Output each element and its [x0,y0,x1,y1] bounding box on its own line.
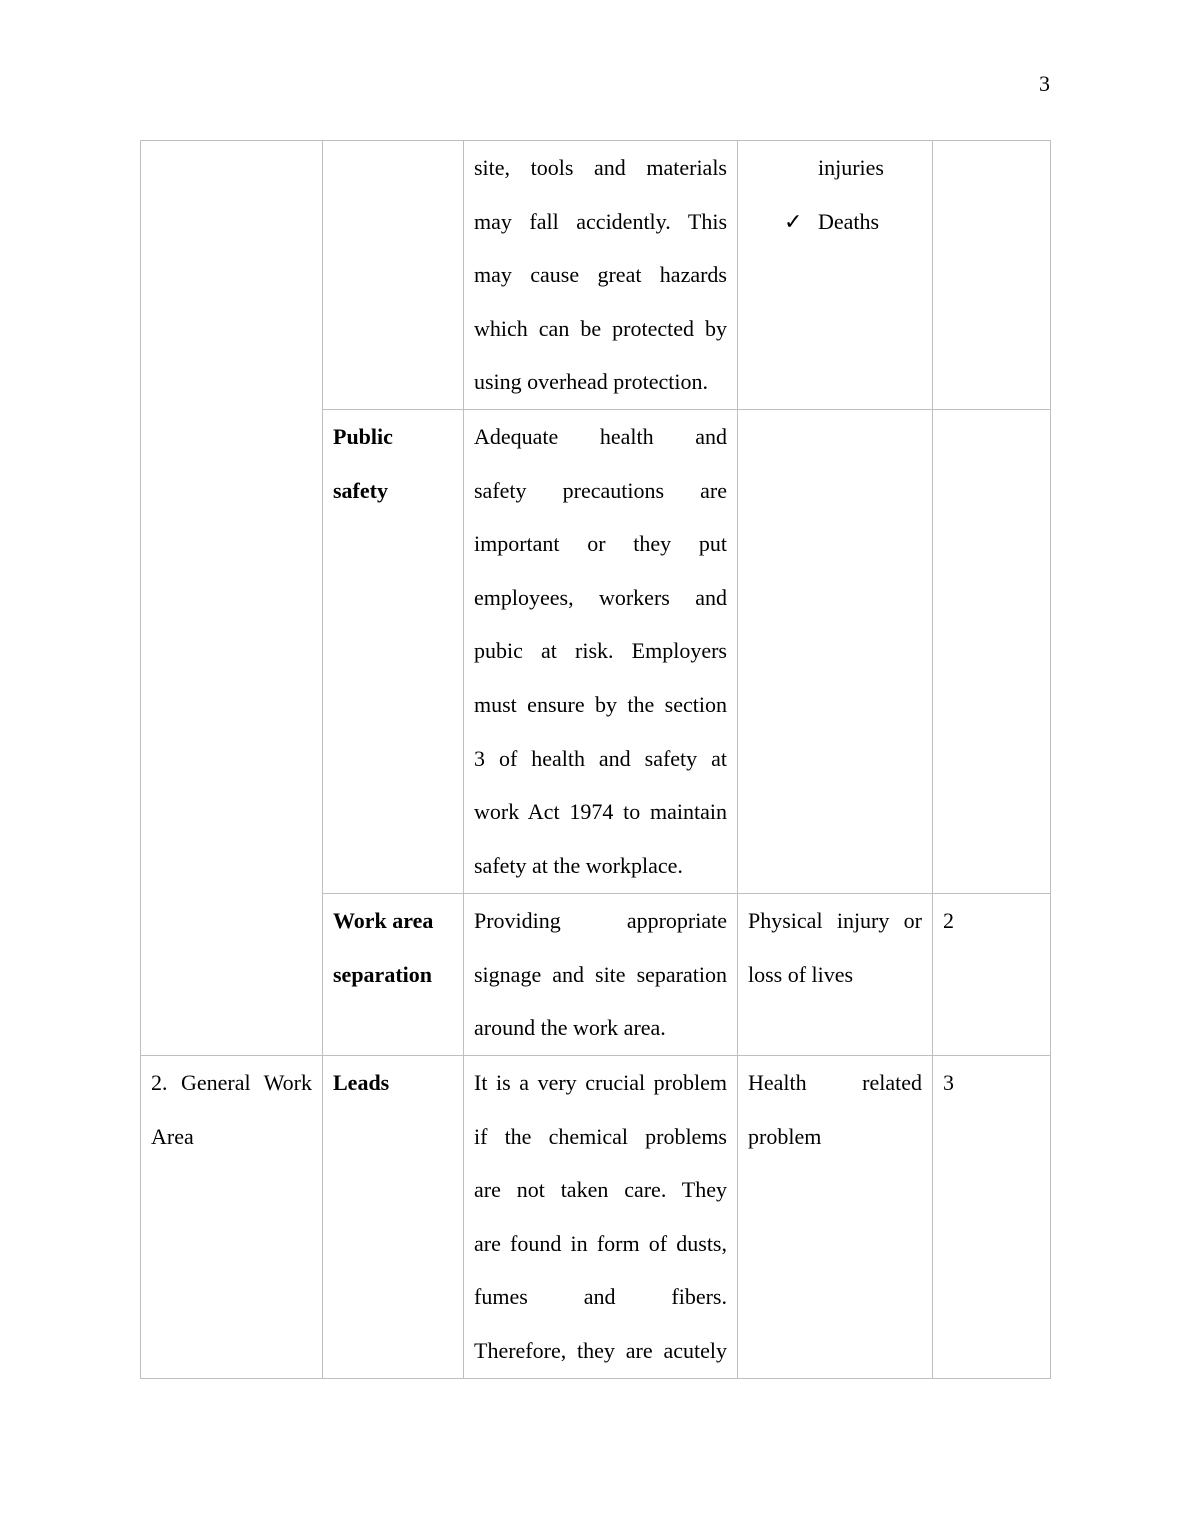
description-line: 3 of health and safety at [474,745,727,771]
risk-bullet-item [748,195,922,249]
description-line: which can be protected by [474,315,727,341]
description-line: around the work area. [474,1015,666,1041]
description-line: signage and site separation [474,961,727,987]
hazard-table [140,140,1051,1379]
description-line: fumes and fibers. [474,1284,727,1310]
risk-cell [738,410,933,894]
hazard-cell [323,1056,464,1379]
risk-line: Deaths [818,208,880,234]
description-line: Therefore, they are acutely [474,1337,727,1363]
description-line: must ensure by the section [474,691,727,717]
description-line: are found in form of dusts, [474,1230,727,1256]
hazard-cell [323,410,464,894]
risk-cell [738,894,933,1056]
description-line: employees, workers and [474,584,727,610]
description-cell [464,894,738,1056]
description-line: may cause great hazards [474,262,727,288]
hazard-cell [323,894,464,1056]
hazard-label: Work area separation [333,908,434,987]
risk-cell [738,141,933,410]
description-line: using overhead protection. [474,369,708,395]
description-line: are not taken care. They [474,1177,727,1203]
area-label: 2. General Work Area [151,1070,312,1149]
description-line: It is a very crucial problem [474,1070,727,1095]
hazard-cell [323,141,464,410]
area-cell [141,141,323,1056]
rating-value: 2 [943,908,954,933]
description-cell [464,1056,738,1379]
description-cell [464,141,738,410]
rating-cell [933,410,1051,894]
page-number: 3 [1039,71,1050,96]
area-cell [141,1056,323,1379]
risk-line: Health related [748,1070,922,1095]
risk-line: injuries [818,155,884,180]
hazard-label: Leads [333,1070,390,1095]
description-line: if the chemical problems [474,1123,727,1149]
description-line: important or they put [474,531,727,557]
risk-line: loss of lives [748,961,854,987]
table-row [141,141,1051,410]
description-line: work Act 1974 to maintain [474,799,727,825]
hazard-label: Public safety [333,424,393,503]
rating-cell [933,141,1051,410]
description-line: pubic at risk. Employers [474,638,727,664]
description-line: site, tools and materials [474,155,727,180]
description-line: safety precautions are [474,477,727,503]
description-cell [464,410,738,894]
description-line: may fall accidently. This [474,208,727,234]
rating-value: 3 [943,1070,954,1095]
description-line: safety at the workplace. [474,852,683,878]
description-line: Providing appropriate [474,908,727,933]
rating-cell [933,894,1051,1056]
risk-cell [738,1056,933,1379]
risk-line: problem [748,1123,822,1149]
risk-line: Physical injury or [748,908,922,933]
table-row [141,1056,1051,1379]
checkmark-icon: ✓ [784,208,803,234]
description-line: Adequate health and [474,424,727,449]
rating-cell [933,1056,1051,1379]
